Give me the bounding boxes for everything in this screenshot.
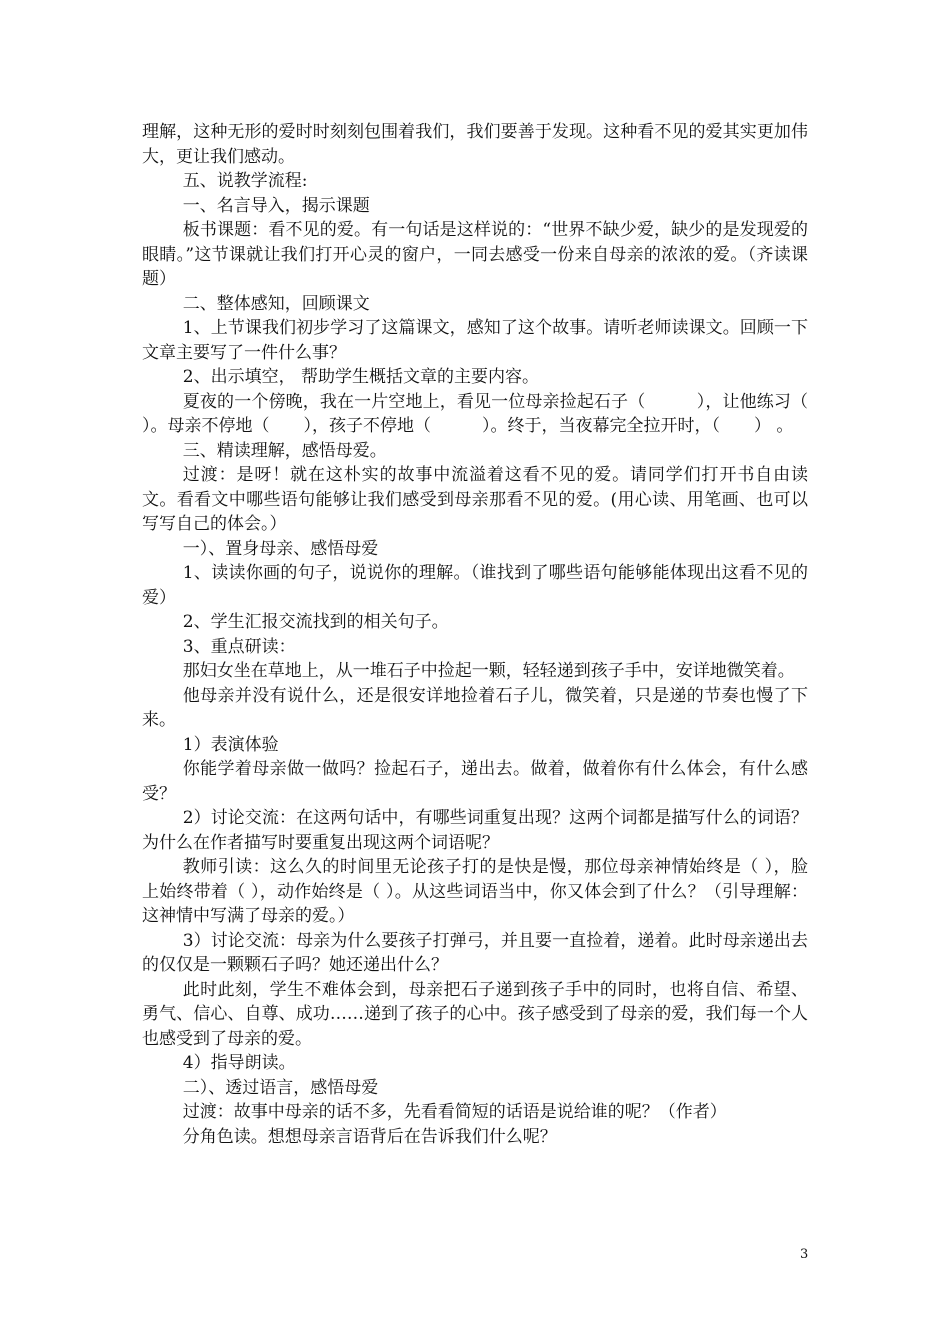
paragraph: 1、读读你画的句子，说说你的理解。（谁找到了哪些语句能够能体现出这看不见的爱） [142, 563, 808, 608]
paragraph: 过渡：故事中母亲的话不多，先看看简短的话语是说给谁的呢？（作者） [182, 1102, 727, 1122]
paragraph: 分角色读。想想母亲言语背后在告诉我们什么呢？ [182, 1126, 557, 1147]
paragraph: 2）讨论交流：在这两句话中，有哪些词重复出现？这两个词都是描写什么的词语？为什么在作者描写时要重复出现这两个词语呢？ [142, 808, 808, 853]
page-number: 3 [800, 1247, 809, 1262]
paragraph: 3）讨论交流：母亲为什么要孩子打弹弓，并且要一直捡着，递着。此时母亲递出去的仅仅是一颗颗石子吗？她还递出什么？ [142, 930, 808, 975]
paragraph: 板书课题：看不见的爱。有一句话是这样说的：“世界不缺少爱，缺少的是发现爱的眼睛。”这节课就让我们打开心灵的窗户，一同去感受一份来自母亲的浓浓的爱。（齐读课题） [142, 220, 808, 289]
paragraph: 2、出示填空， 帮助学生概括文章的主要内容。 [182, 367, 540, 387]
paragraph: 1、上节课我们初步学习了这篇课文，感知了这个故事。请听老师读课文。回顾一下文章主要写了一件什么事？ [142, 318, 808, 363]
paragraph: 三、精读理解，感悟母爱。 [182, 440, 387, 461]
paragraph: 二）、透过语言，感悟母爱 [182, 1077, 379, 1098]
paragraph: 他母亲并没有说什么，还是很安详地捡着石子儿，微笑着，只是递的节奏也慢了下来。 [142, 685, 808, 730]
paragraph: 理解，这种无形的爱时时刻刻包围着我们，我们要善于发现。这种看不见的爱其实更加伟大，更让我们感动。 [142, 122, 808, 167]
paragraph: 五、说教学流程: [182, 171, 308, 191]
paragraph: 那妇女坐在草地上，从一堆石子中捡起一颗，轻轻递到孩子手中，安详地微笑着。 [182, 661, 795, 681]
paragraph: 2、学生汇报交流找到的相关句子。 [182, 612, 449, 632]
paragraph: 1）表演体验 [182, 734, 279, 755]
document-body [142, 120, 859, 1149]
paragraph: 过渡：是呀！就在这朴实的故事中流溢着这看不见的爱。请同学们打开书自由读文。看看文中哪些语句能够让我们感受到母亲那看不见的爱。(用心读、用笔画、也可以写写自己的体会。） [142, 465, 808, 534]
paragraph: 夏夜的一个傍晚，我在一片空地上，看见一位母亲捡起石子（ ），让他练习（ ）。母亲不停地（ ），孩子不停地（ ）。终于，当夜幕完全拉开时，（ ） 。 [142, 391, 859, 436]
paragraph: 此时此刻，学生不难体会到，母亲把石子递到孩子手中的同时，也将自信、希望、勇气、信心、自尊、成功……递到了孩子的心中。孩子感受到了母亲的爱，我们每一个人也感受到了母亲的爱。 [142, 979, 808, 1049]
paragraph: 3、重点研读： [182, 636, 296, 657]
paragraph: 一）、置身母亲、感悟母爱 [182, 538, 379, 559]
paragraph: 教师引读：这么久的时间里无论孩子打的是快是慢，那位母亲神情始终是（ ），脸上始终带着（ ），动作始终是（ ）。从这些词语当中，你又体会到了什么？（引导理解：这神情中写满了母亲的爱。） [142, 857, 808, 926]
paragraph: 4）指导朗读。 [182, 1053, 296, 1073]
paragraph: 你能学着母亲做一做吗？捡起石子，递出去。做着，做着你有什么体会，有什么感受？ [142, 759, 808, 804]
paragraph: 一、名言导入，揭示课题 [182, 195, 370, 216]
paragraph: 二、整体感知，回顾课文 [182, 293, 370, 314]
